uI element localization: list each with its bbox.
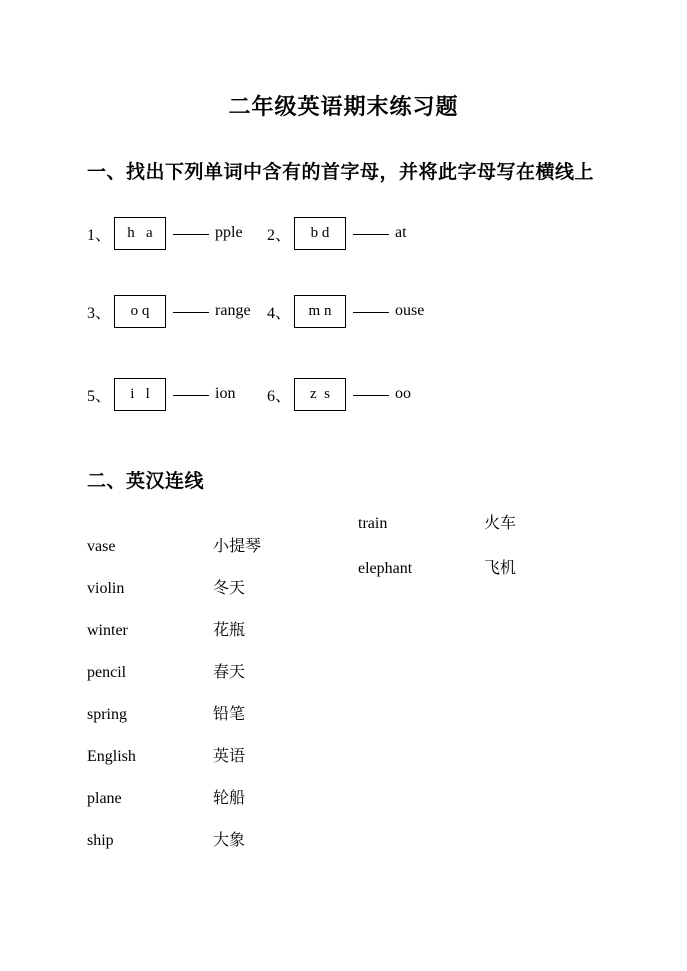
answer-blank-line [173,395,209,397]
letter-choice-box: m n [294,295,346,328]
exercise-item-6 [267,376,447,412]
match-pair [87,579,261,599]
word-suffix: pple [215,224,243,241]
english-word: winter [87,622,128,639]
match-pair [87,789,261,809]
word-suffix: at [395,224,407,241]
match-column-left [87,537,261,873]
match-pair [87,663,261,683]
item-number: 4、 [267,304,292,322]
section2-heading: 二、英汉连线 [87,471,205,492]
exercise-item-4 [267,293,447,329]
english-word: ship [87,832,114,849]
answer-blank-line [353,234,389,236]
match-pair [87,747,261,767]
letter-choice-box: i l [114,378,166,411]
match-pair [358,514,516,534]
letter-choice-box: z s [294,378,346,411]
answer-blank-line [173,234,209,236]
chinese-word: 大象 [213,832,246,849]
word-suffix: range [215,302,251,319]
answer-blank-line [353,395,389,397]
english-word: elephant [358,560,413,577]
english-word: vase [87,538,116,555]
chinese-word: 火车 [484,515,517,532]
exercise-item-1 [87,215,267,251]
english-word: pencil [87,664,127,681]
english-word: English [87,748,136,765]
english-word: plane [87,790,122,807]
page-title: 二年级英语期末练习题 [228,94,459,119]
exercise-item-5 [87,376,267,412]
letter-choice-box: o q [114,295,166,328]
item-number: 3、 [87,304,112,322]
match-pair [87,705,261,725]
chinese-word: 冬天 [213,580,246,597]
word-suffix: ion [215,385,236,402]
match-column-right [358,514,516,604]
item-number: 1、 [87,226,112,244]
match-pair [358,559,516,579]
word-suffix: oo [395,385,412,402]
letter-choice-box: h a [114,217,166,250]
chinese-word: 花瓶 [213,622,246,639]
exercise-row-3 [87,376,447,412]
answer-blank-line [173,312,209,314]
chinese-word: 铅笔 [213,706,246,723]
english-word: spring [87,706,127,723]
match-pair [87,831,261,851]
english-word: violin [87,580,125,597]
match-pair [87,621,261,641]
chinese-word: 飞机 [484,560,517,577]
chinese-word: 春天 [213,664,246,681]
answer-blank-line [353,312,389,314]
item-number: 5、 [87,387,112,405]
letter-choice-box: b d [294,217,346,250]
exercise-row-2 [87,293,447,329]
exercise-row-1 [87,215,447,251]
chinese-word: 轮船 [213,790,246,807]
chinese-word: 小提琴 [213,538,262,555]
exercise-item-3 [87,293,267,329]
section1-heading: 一、找出下列单词中含有的首字母，并将此字母写在横线上 [87,162,595,183]
match-pair [87,537,261,557]
item-number: 6、 [267,387,292,405]
chinese-word: 英语 [213,748,246,765]
exercise-item-2 [267,215,447,251]
word-suffix: ouse [395,302,425,319]
item-number: 2、 [267,226,292,244]
english-word: train [358,515,388,532]
